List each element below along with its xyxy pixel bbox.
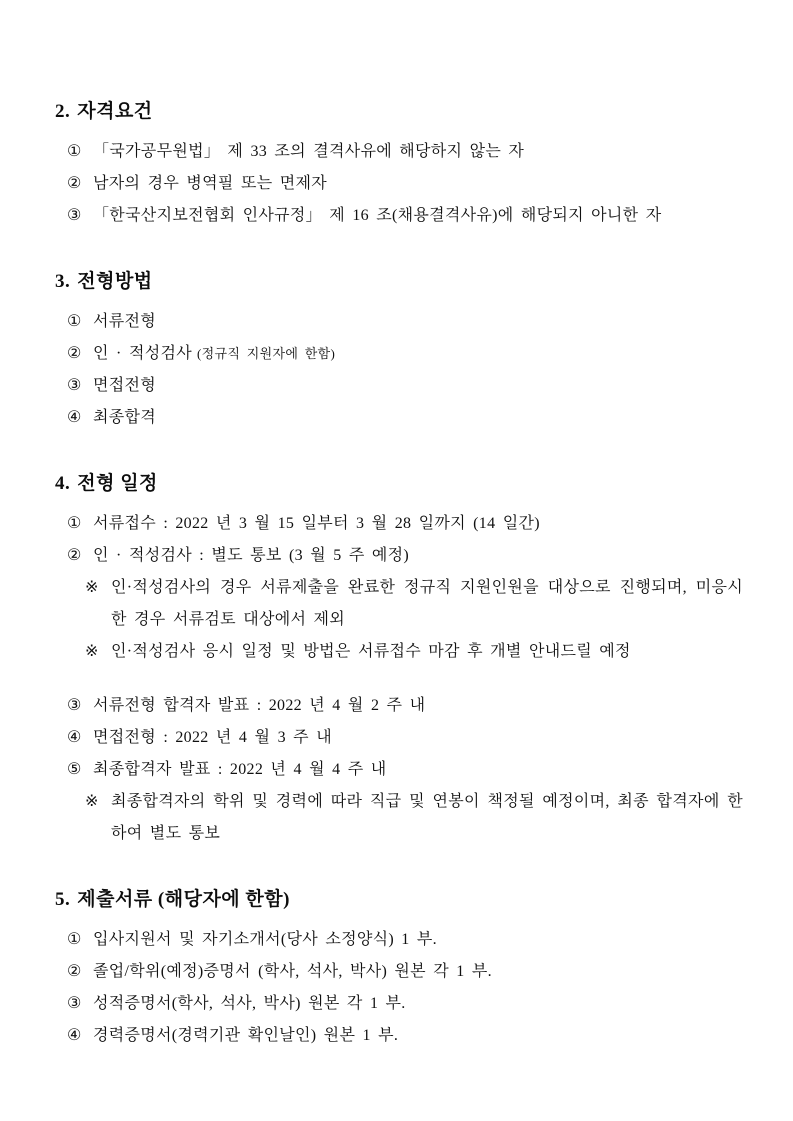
- list-item: [85, 636, 743, 668]
- item-text-wrap: [93, 306, 743, 338]
- item-marker: ③: [67, 377, 82, 394]
- item-marker: ※: [85, 579, 99, 596]
- item-text: 인·적성검사의 경우 서류제출을 완료한 정규직 지원인원을 대상으로 진행되며, 미응시 한 경우 서류검토 대상에서 제외: [111, 579, 743, 628]
- item-marker: ②: [67, 547, 82, 564]
- item-text-wrap: [93, 200, 743, 232]
- item-text-wrap: [93, 540, 743, 572]
- item-text: 인 · 적성검사 : 별도 통보 (3 월 5 주 예정): [93, 547, 410, 564]
- item-marker: ②: [67, 175, 82, 192]
- item-marker: ②: [67, 963, 82, 980]
- item-marker: ④: [67, 409, 82, 426]
- item-text-wrap: [111, 786, 743, 850]
- section-title: 제출서류 (해당자에 한함): [77, 889, 290, 910]
- item-text: 서류전형 합격자 발표 : 2022 년 4 월 2 주 내: [93, 697, 426, 714]
- section-items: [55, 924, 743, 1052]
- list-item: [67, 690, 743, 722]
- item-text-wrap: [93, 690, 743, 722]
- item-text: 성적증명서(학사, 석사, 박사) 원본 각 1 부.: [93, 995, 406, 1012]
- section-items: [55, 136, 743, 232]
- item-marker: ①: [67, 931, 82, 948]
- item-text-wrap: [93, 956, 743, 988]
- section-items: [55, 306, 743, 434]
- section-heading: [55, 884, 743, 911]
- item-text-small: (정규직 지원자에 한함): [197, 346, 336, 361]
- item-text: 면접전형: [93, 377, 157, 394]
- list-item: [67, 508, 743, 540]
- item-text: 경력증명서(경력기관 확인날인) 원본 1 부.: [93, 1027, 399, 1044]
- item-marker: ①: [67, 143, 82, 160]
- item-text-wrap: [111, 572, 743, 636]
- item-text: 서류전형: [93, 313, 157, 330]
- section-items: [55, 508, 743, 850]
- item-text: 입사지원서 및 자기소개서(당사 소정양식) 1 부.: [93, 931, 437, 948]
- item-text: 졸업/학위(예정)증명서 (학사, 석사, 박사) 원본 각 1 부.: [93, 963, 492, 980]
- item-text-wrap: [93, 402, 743, 434]
- item-text-wrap: [93, 722, 743, 754]
- document-section: [55, 266, 743, 434]
- item-text: 「한국산지보전협회 인사규정」 제 16 조(채용결격사유)에 해당되지 아니한 자: [93, 207, 662, 224]
- list-item: [67, 370, 743, 402]
- section-number: 4.: [55, 473, 71, 494]
- item-text-wrap: [93, 988, 743, 1020]
- item-text: 인 · 적성검사: [93, 345, 193, 362]
- list-item: [67, 988, 743, 1020]
- item-text: 최종합격: [93, 409, 157, 426]
- item-text: 면접전형 : 2022 년 4 월 3 주 내: [93, 729, 332, 746]
- item-marker: ②: [67, 345, 82, 362]
- item-text-wrap: [93, 136, 743, 168]
- item-text-wrap: [93, 508, 743, 540]
- list-item: [67, 338, 743, 370]
- item-text: 최종합격자의 학위 및 경력에 따라 직급 및 연봉이 책정될 예정이며, 최종 합격자에 한하여 별도 통보: [111, 793, 743, 842]
- item-text: 남자의 경우 병역필 또는 면제자: [93, 175, 328, 192]
- section-number: 2.: [55, 101, 71, 122]
- item-marker: ※: [85, 643, 99, 660]
- item-text: 서류접수 : 2022 년 3 월 15 일부터 3 월 28 일까지 (14 일간): [93, 515, 540, 532]
- section-heading: [55, 266, 743, 293]
- list-item: [67, 924, 743, 956]
- item-marker: ④: [67, 1027, 82, 1044]
- list-item: [85, 572, 743, 636]
- item-marker: ⑤: [67, 761, 82, 778]
- document-section: [55, 884, 743, 1052]
- item-text-wrap: [93, 338, 743, 370]
- item-marker: ※: [85, 793, 99, 810]
- item-marker: ④: [67, 729, 82, 746]
- list-item: [67, 402, 743, 434]
- list-item: [67, 540, 743, 572]
- document-section: [55, 468, 743, 850]
- section-title: 전형 일정: [77, 473, 158, 494]
- item-marker: ①: [67, 313, 82, 330]
- section-number: 5.: [55, 889, 71, 910]
- list-item: [67, 754, 743, 786]
- item-text-wrap: [93, 168, 743, 200]
- section-title: 전형방법: [77, 271, 153, 292]
- section-heading: [55, 468, 743, 495]
- item-text: 인·적성검사 응시 일정 및 방법은 서류접수 마감 후 개별 안내드릴 예정: [111, 643, 631, 660]
- document-section: [55, 96, 743, 232]
- item-text-wrap: [93, 924, 743, 956]
- item-marker: ③: [67, 995, 82, 1012]
- item-text: 「국가공무원법」 제 33 조의 결격사유에 해당하지 않는 자: [93, 143, 525, 160]
- item-marker: ③: [67, 697, 82, 714]
- item-marker: ①: [67, 515, 82, 532]
- list-item: [67, 722, 743, 754]
- item-text: 최종합격자 발표 : 2022 년 4 월 4 주 내: [93, 761, 387, 778]
- item-text-wrap: [93, 754, 743, 786]
- list-item: [67, 956, 743, 988]
- section-title: 자격요건: [77, 101, 153, 122]
- section-number: 3.: [55, 271, 71, 292]
- section-heading: [55, 96, 743, 123]
- list-item: [67, 200, 743, 232]
- item-text-wrap: [93, 1020, 743, 1052]
- item-text-wrap: [93, 370, 743, 402]
- list-item: [85, 786, 743, 850]
- item-text-wrap: [111, 636, 743, 668]
- document-sections: [55, 96, 743, 1052]
- list-item: [67, 1020, 743, 1052]
- list-item: [67, 136, 743, 168]
- item-marker: ③: [67, 207, 82, 224]
- list-item: [67, 306, 743, 338]
- list-item: [67, 168, 743, 200]
